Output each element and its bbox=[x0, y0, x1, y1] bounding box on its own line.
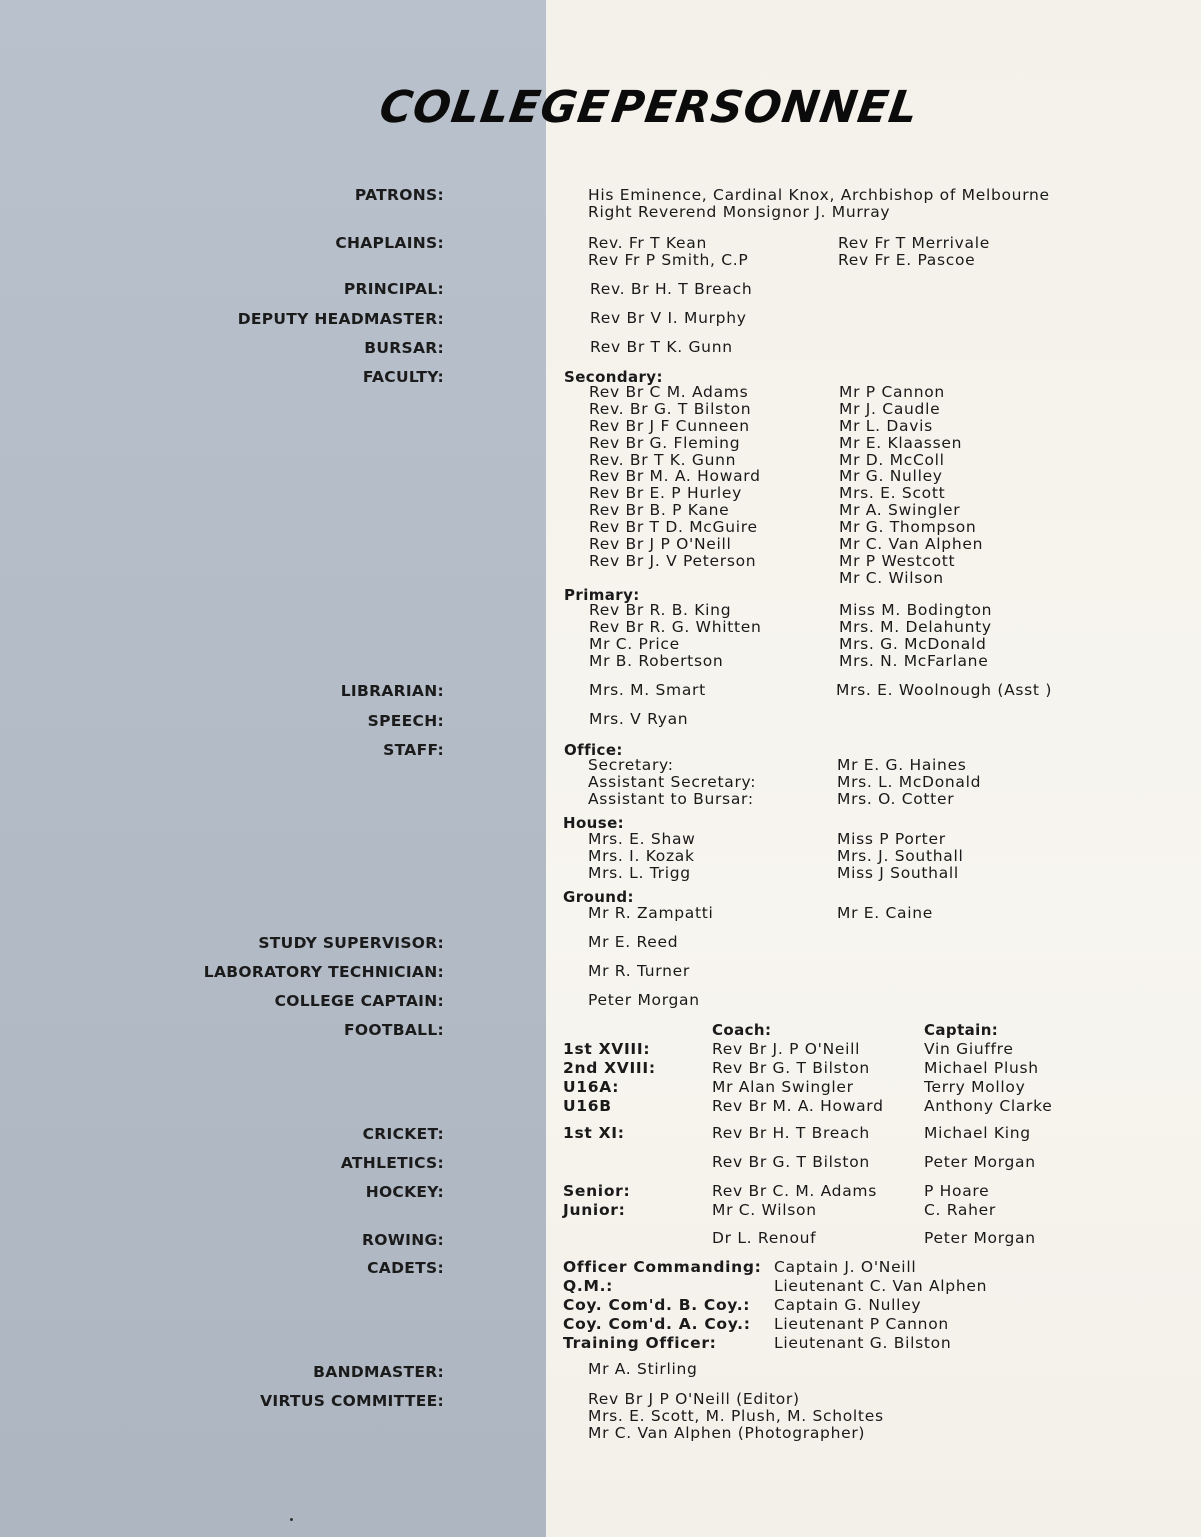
ground-staff-name: Mr R. Zampatti bbox=[588, 904, 714, 922]
label-virtus-committee: VIRTUS COMMITTEE: bbox=[260, 1392, 444, 1410]
football-team: U16A: bbox=[563, 1077, 620, 1096]
football-captain-heading: Captain: bbox=[924, 1021, 999, 1039]
football-coach: Mr Alan Swingler bbox=[712, 1077, 854, 1096]
cadet-role: Training Officer: bbox=[563, 1333, 717, 1352]
cadet-officer-name: Captain G. Nulley bbox=[774, 1295, 922, 1314]
office-role: Assistant Secretary: bbox=[588, 772, 757, 791]
label-chaplains: CHAPLAINS: bbox=[335, 234, 444, 252]
patrons-list bbox=[588, 187, 1050, 221]
chaplain-name: Rev. Fr T Kean bbox=[588, 234, 707, 252]
faculty-member: Mr B. Robertson bbox=[589, 651, 724, 670]
faculty-member: Mrs. G. McDonald bbox=[839, 634, 987, 653]
house-staff-name: Mrs. I. Kozak bbox=[588, 846, 695, 865]
faculty-member: Rev. Br T K. Gunn bbox=[589, 450, 737, 469]
hockey-coach: Mr C. Wilson bbox=[712, 1200, 817, 1219]
staff-office-roles bbox=[588, 757, 756, 808]
label-cadets: CADETS: bbox=[367, 1259, 444, 1277]
faculty-member: Rev Br J P O'Neill bbox=[589, 535, 732, 554]
faculty-primary-heading: Primary: bbox=[564, 586, 640, 604]
faculty-member: Mr E. Klaassen bbox=[839, 433, 963, 452]
staff-house-heading: House: bbox=[563, 814, 625, 832]
label-bandmaster: BANDMASTER: bbox=[313, 1363, 444, 1381]
librarian-name: Mrs. M. Smart bbox=[589, 681, 706, 699]
deputy-headmaster-name: Rev Br V I. Murphy bbox=[590, 309, 747, 327]
label-librarian: LIBRARIAN: bbox=[340, 682, 444, 700]
label-speech: SPEECH: bbox=[367, 712, 444, 730]
faculty-member: Mr P Cannon bbox=[839, 383, 945, 401]
faculty-member: Mr A. Swingler bbox=[839, 501, 961, 520]
faculty-member: Rev Br J F Cunneen bbox=[589, 416, 750, 435]
house-staff-name: Mrs. J. Southall bbox=[837, 846, 964, 865]
football-team: 1st XVIII: bbox=[563, 1040, 651, 1058]
left-grey-panel bbox=[0, 0, 546, 1537]
faculty-primary-left bbox=[589, 602, 762, 670]
faculty-primary-right bbox=[839, 602, 992, 670]
cadets-names bbox=[774, 1258, 987, 1352]
hockey-team: Junior: bbox=[563, 1200, 626, 1219]
cadet-officer-name: Lieutenant C. Van Alphen bbox=[774, 1276, 988, 1295]
faculty-member: Rev Br B. P Kane bbox=[589, 501, 730, 520]
faculty-member: Rev Br G. Fleming bbox=[589, 433, 741, 452]
faculty-member: Mr C. Van Alphen bbox=[839, 535, 984, 554]
faculty-member: Mr G. Nulley bbox=[839, 467, 943, 486]
faculty-member: Rev Br T D. McGuire bbox=[589, 518, 758, 537]
staff-house-left bbox=[588, 831, 696, 882]
football-coaches bbox=[712, 1040, 884, 1116]
athletics-captain: Peter Morgan bbox=[924, 1153, 1036, 1171]
faculty-member: Mr L. Davis bbox=[839, 416, 933, 435]
staff-ground-heading: Ground: bbox=[563, 888, 634, 906]
label-deputy-headmaster: DEPUTY HEADMASTER: bbox=[237, 310, 444, 328]
patron-name: His Eminence, Cardinal Knox, Archbishop of Melbourne bbox=[588, 186, 1050, 204]
patron-name: Right Reverend Monsignor J. Murray bbox=[588, 202, 891, 221]
cadet-role: Q.M.: bbox=[563, 1276, 614, 1295]
rowing-coach: Dr L. Renouf bbox=[712, 1229, 817, 1247]
label-college-captain: COLLEGE CAPTAIN: bbox=[274, 992, 444, 1010]
chaplain-name: Rev Fr T Merrivale bbox=[838, 234, 990, 252]
label-bursar: BURSAR: bbox=[364, 339, 444, 357]
chaplain-name: Rev Fr P Smith, C.P bbox=[588, 250, 749, 269]
staff-office-heading: Office: bbox=[564, 741, 623, 759]
librarian-assistant-name: Mrs. E. Woolnough (Asst ) bbox=[836, 681, 1053, 699]
hockey-coach: Rev Br C. M. Adams bbox=[712, 1182, 877, 1200]
faculty-secondary-heading: Secondary: bbox=[564, 368, 663, 386]
cricket-coach: Rev Br H. T Breach bbox=[712, 1124, 870, 1142]
college-captain-name: Peter Morgan bbox=[588, 991, 700, 1009]
faculty-secondary-right bbox=[839, 384, 983, 587]
virtus-committee-list bbox=[588, 1391, 884, 1442]
office-name: Mr E. G. Haines bbox=[837, 756, 967, 774]
staff-house-right bbox=[837, 831, 963, 882]
football-teams bbox=[563, 1040, 656, 1116]
house-staff-name: Mrs. E. Shaw bbox=[588, 830, 696, 848]
office-name: Mrs. O. Cotter bbox=[837, 789, 955, 808]
faculty-member: Mr D. McColl bbox=[839, 450, 945, 469]
cadet-role: Officer Commanding: bbox=[563, 1258, 762, 1276]
hockey-team: Senior: bbox=[563, 1182, 631, 1200]
label-principal: PRINCIPAL: bbox=[343, 280, 444, 298]
football-team: U16B bbox=[563, 1096, 612, 1115]
cadet-officer-name: Captain J. O'Neill bbox=[774, 1258, 917, 1276]
faculty-member: Mrs. M. Delahunty bbox=[839, 617, 992, 636]
hockey-teams bbox=[563, 1182, 630, 1220]
faculty-member: Mr J. Caudle bbox=[839, 399, 941, 418]
study-supervisor-name: Mr E. Reed bbox=[588, 933, 679, 951]
page-title-college: COLLEGE bbox=[376, 82, 613, 133]
label-staff: STAFF: bbox=[383, 741, 444, 759]
football-coach-heading: Coach: bbox=[712, 1021, 772, 1039]
speech-name: Mrs. V Ryan bbox=[589, 710, 689, 728]
virtus-member: Rev Br J P O'Neill (Editor) bbox=[588, 1390, 800, 1408]
ground-staff-name: Mr E. Caine bbox=[837, 904, 934, 922]
faculty-member: Rev Br R. B. King bbox=[589, 601, 732, 619]
chaplains-right bbox=[838, 235, 990, 269]
faculty-member: Mr C. Wilson bbox=[839, 568, 944, 587]
label-football: FOOTBALL: bbox=[344, 1021, 444, 1039]
bandmaster-name: Mr A. Stirling bbox=[588, 1360, 698, 1378]
faculty-member: Mrs. N. McFarlane bbox=[839, 651, 989, 670]
principal-name: Rev. Br H. T Breach bbox=[590, 280, 753, 298]
faculty-member: Rev Br E. P Hurley bbox=[589, 484, 743, 503]
football-captain: Michael Plush bbox=[924, 1058, 1039, 1077]
house-staff-name: Mrs. L. Trigg bbox=[588, 863, 691, 882]
bursar-name: Rev Br T K. Gunn bbox=[590, 338, 733, 356]
athletics-coach: Rev Br G. T Bilston bbox=[712, 1153, 870, 1171]
faculty-member: Rev. Br G. T Bilston bbox=[589, 399, 752, 418]
cadet-officer-name: Lieutenant P Cannon bbox=[774, 1314, 949, 1333]
football-coach: Rev Br J. P O'Neill bbox=[712, 1040, 861, 1058]
football-coach: Rev Br M. A. Howard bbox=[712, 1096, 884, 1115]
football-team: 2nd XVIII: bbox=[563, 1058, 656, 1077]
hockey-captain: C. Raher bbox=[924, 1200, 996, 1219]
label-faculty: FACULTY: bbox=[362, 368, 444, 386]
football-coach: Rev Br G. T Bilston bbox=[712, 1058, 870, 1077]
cricket-captain: Michael King bbox=[924, 1124, 1031, 1142]
hockey-coaches bbox=[712, 1182, 877, 1220]
house-staff-name: Miss P Porter bbox=[837, 830, 946, 848]
label-cricket: CRICKET: bbox=[362, 1125, 444, 1143]
faculty-member: Rev Br C M. Adams bbox=[589, 383, 749, 401]
office-name: Mrs. L. McDonald bbox=[837, 772, 982, 791]
football-captain: Anthony Clarke bbox=[924, 1096, 1053, 1115]
print-speck bbox=[290, 1518, 293, 1521]
label-laboratory-technician: LABORATORY TECHNICIAN: bbox=[203, 963, 444, 981]
faculty-member: Rev Br M. A. Howard bbox=[589, 467, 761, 486]
faculty-secondary-left bbox=[589, 384, 761, 570]
label-rowing: ROWING: bbox=[362, 1231, 444, 1249]
office-role: Assistant to Bursar: bbox=[588, 789, 754, 808]
cadet-role: Coy. Com'd. A. Coy.: bbox=[563, 1314, 751, 1333]
virtus-member: Mrs. E. Scott, M. Plush, M. Scholtes bbox=[588, 1406, 884, 1425]
hockey-captains bbox=[924, 1182, 996, 1220]
office-role: Secretary: bbox=[588, 756, 674, 774]
label-athletics: ATHLETICS: bbox=[340, 1154, 444, 1172]
faculty-member: Rev Br J. V Peterson bbox=[589, 551, 757, 570]
house-staff-name: Miss J Southall bbox=[837, 863, 959, 882]
virtus-member: Mr C. Van Alphen (Photographer) bbox=[588, 1423, 866, 1442]
faculty-member: Mrs. E. Scott bbox=[839, 484, 946, 503]
chaplains-left bbox=[588, 235, 748, 269]
football-captains bbox=[924, 1040, 1053, 1116]
football-captain: Vin Giuffre bbox=[924, 1040, 1014, 1058]
faculty-member: Mr C. Price bbox=[589, 634, 680, 653]
lab-technician-name: Mr R. Turner bbox=[588, 962, 690, 980]
cadet-officer-name: Lieutenant G. Bilston bbox=[774, 1333, 952, 1352]
cadets-roles bbox=[563, 1258, 762, 1352]
label-study-supervisor: STUDY SUPERVISOR: bbox=[258, 934, 444, 952]
faculty-member: Mr G. Thompson bbox=[839, 518, 977, 537]
staff-office-names bbox=[837, 757, 981, 808]
rowing-captain: Peter Morgan bbox=[924, 1229, 1036, 1247]
faculty-member: Rev Br R. G. Whitten bbox=[589, 617, 762, 636]
chaplain-name: Rev Fr E. Pascoe bbox=[838, 250, 976, 269]
football-captain: Terry Molloy bbox=[924, 1077, 1026, 1096]
cricket-team: 1st XI: bbox=[563, 1124, 625, 1142]
faculty-member: Miss M. Bodington bbox=[839, 601, 993, 619]
label-hockey: HOCKEY: bbox=[365, 1183, 444, 1201]
hockey-captain: P Hoare bbox=[924, 1182, 990, 1200]
page-title-personnel: PERSONNEL bbox=[608, 82, 922, 133]
cadet-role: Coy. Com'd. B. Coy.: bbox=[563, 1295, 751, 1314]
label-patrons: PATRONS: bbox=[354, 186, 444, 204]
faculty-member: Mr P Westcott bbox=[839, 551, 956, 570]
